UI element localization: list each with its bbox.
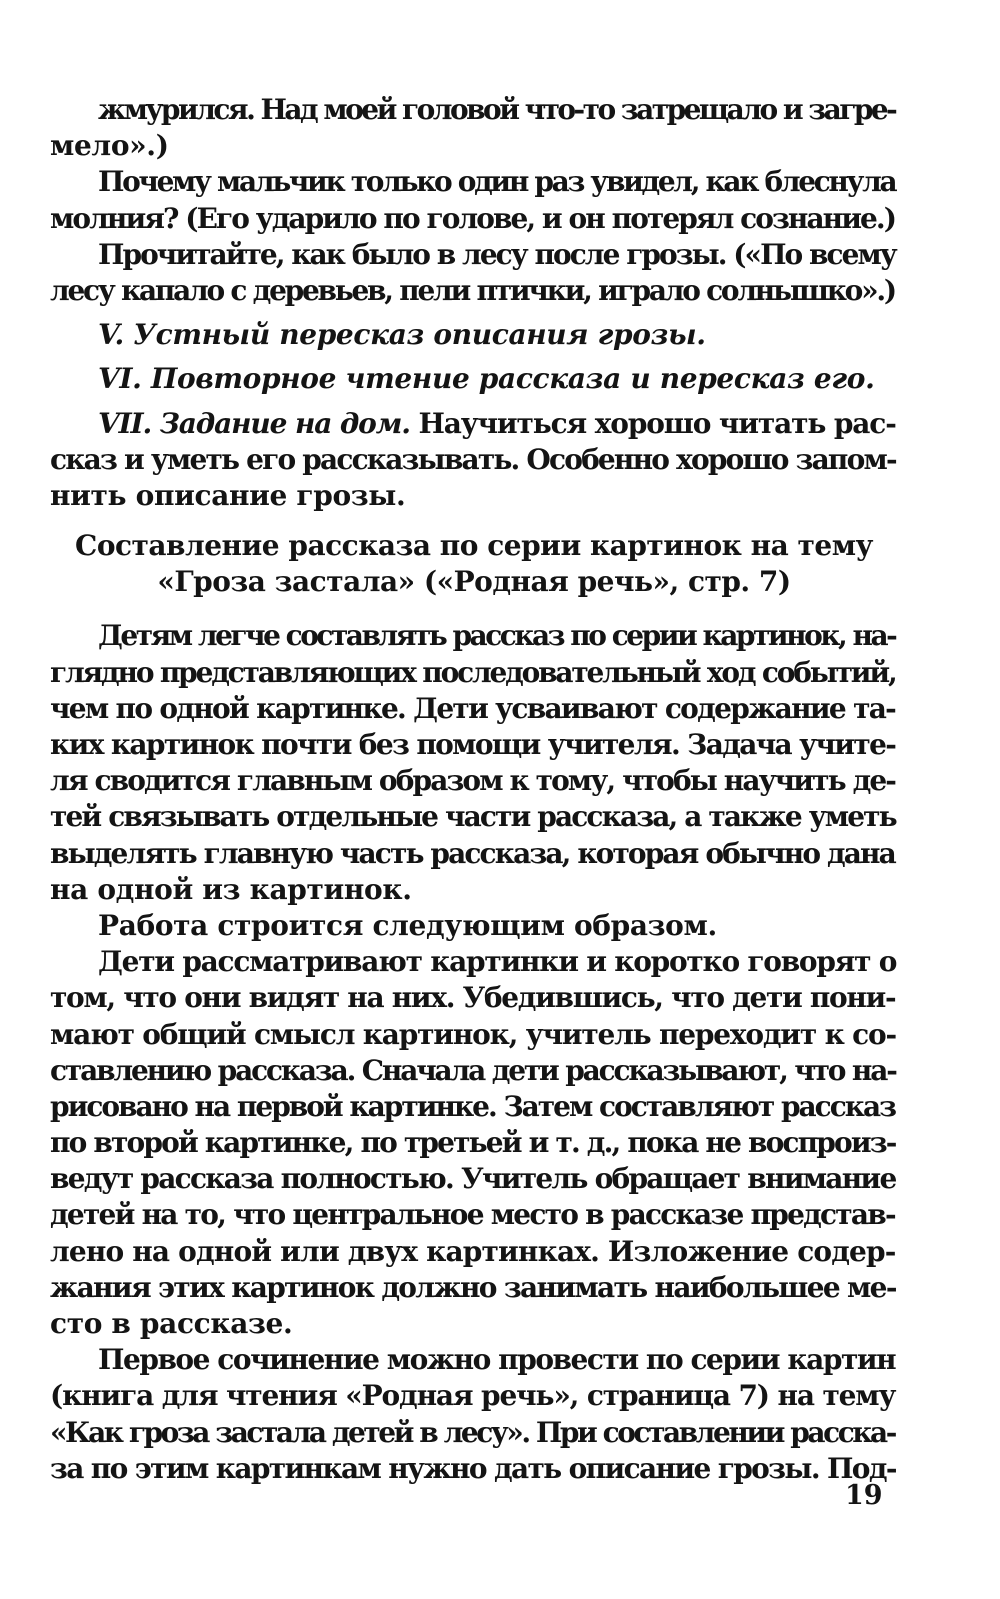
text-line: тей связывать отдельные части рассказа, а также уметь — [50, 800, 896, 834]
text-line: жания этих картинок должно занимать наибольшее ме- — [50, 1270, 896, 1304]
text-line: выделять главную часть рассказа, которая обычно дана — [50, 836, 895, 870]
text-line: по второй картинке, по третьей и т. д., пока не воспроиз- — [50, 1126, 896, 1160]
text-line: Работа строится следующим образом. — [98, 908, 717, 942]
text-line: на одной из картинок. — [50, 872, 412, 906]
text-line: детей на то, что центральное место в рассказе представ- — [50, 1198, 895, 1232]
text-line: ких картинок почти без помощи учителя. Задача учите- — [50, 728, 896, 761]
text-line: мают общий смысл картинок, учитель переходит к со- — [50, 1017, 896, 1051]
text-line: сказ и уметь его рассказывать. Особенно хорошо запом- — [50, 442, 896, 476]
text-line: жмурился. Над моей головой что-то затрещало и загре- — [98, 93, 896, 126]
text-line: Почему мальчик только один раз увидел, как блеснула — [98, 165, 896, 199]
text-line: «Как гроза застала детей в лесу». При составлении расска- — [50, 1415, 895, 1449]
text-line: Первое сочинение можно провести по серии картин — [98, 1343, 896, 1377]
heading-line: Составление рассказа по серии картинок на тему — [75, 529, 873, 563]
paragraph-p4 — [50, 618, 898, 908]
text-line: Детям легче составлять рассказ по серии картинок, на- — [98, 619, 896, 653]
text-line: Дети рассматривают картинки и коротко говорят о — [98, 945, 897, 979]
paragraph-p7 — [50, 1342, 898, 1487]
text-line: чем по одной картинке. Дети усваивают содержание та- — [50, 691, 896, 725]
text-line: лено на одной или двух картинках. Изложение содер- — [50, 1234, 896, 1268]
text-line: нить описание грозы. — [50, 478, 406, 512]
step-text: Научиться хорошо читать рас- — [409, 406, 896, 440]
page-number: 19 — [845, 1480, 883, 1511]
text-line: мело».) — [50, 129, 169, 163]
paragraph-p1 — [50, 92, 898, 164]
heading-line: «Гроза застала» («Родная речь», стр. 7) — [157, 565, 791, 599]
text-line: ставлению рассказа. Сначала дети рассказывают, что на- — [50, 1053, 896, 1087]
text-line — [50, 406, 898, 442]
lesson-step-step7 — [50, 406, 898, 515]
lesson-step-step6: VI. Повторное чтение рассказа и пересказ его. — [98, 362, 875, 396]
text-line: глядно представляющих последовательный ход событий, — [50, 655, 896, 689]
text-line: рисовано на первой картинке. Затем составляют рассказ — [50, 1089, 895, 1123]
text-line: том, что они видят на них. Убедившись, что дети пони- — [50, 981, 896, 1015]
text-line: Прочитайте, как было в лесу после грозы. («По всему — [98, 237, 896, 271]
paragraph-p3 — [50, 237, 898, 309]
text-line: лесу капало с деревьев, пели птички, играло солнышко».) — [50, 273, 895, 307]
text-line: молния? (Его ударило по голове, и он потерял сознание.) — [50, 201, 896, 235]
paragraph-p6 — [50, 944, 898, 1342]
lesson-step-step5: V. Устный пересказ описания грозы. — [98, 318, 706, 352]
step-label: VII. Задание на дом. — [98, 406, 410, 440]
text-line: сто в рассказе. — [50, 1307, 293, 1340]
text-line: ведут рассказа полностью. Учитель обращает внимание — [50, 1162, 896, 1196]
paragraph-p5 — [50, 908, 898, 944]
text-column — [50, 92, 898, 1487]
paragraph-p2 — [50, 164, 898, 236]
text-line: (книга для чтения «Родная речь», страница 7) на тему — [50, 1379, 896, 1413]
text-line: ля сводится главным образом к тому, чтобы научить де- — [50, 764, 896, 798]
text-line: за по этим картинкам нужно дать описание грозы. Под- — [50, 1451, 896, 1485]
section-heading — [50, 528, 898, 600]
